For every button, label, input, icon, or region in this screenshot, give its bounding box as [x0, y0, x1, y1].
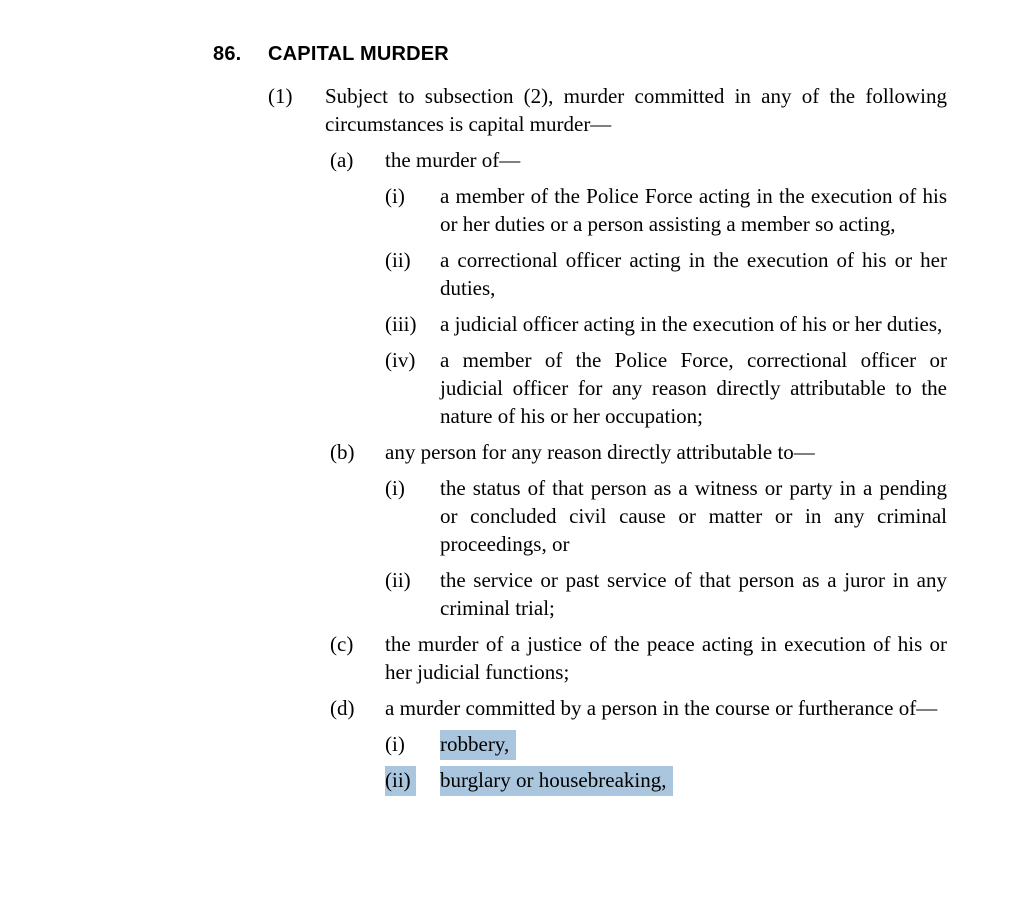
section-number: 86. — [213, 43, 242, 65]
section-heading — [213, 42, 947, 66]
subparagraph-label: (iii) — [385, 312, 417, 336]
subparagraph-a-ii — [213, 246, 947, 302]
paragraph-label: (d) — [330, 696, 355, 720]
paragraph-text: the murder of— — [385, 148, 521, 172]
subsection-label: (1) — [268, 84, 293, 108]
paragraph-label: (a) — [330, 148, 354, 172]
subsection-1 — [213, 82, 947, 138]
paragraph-b — [213, 438, 947, 466]
subparagraph-text: a correctional officer acting in the execution of his or her duties, — [440, 248, 947, 300]
subparagraph-label: (iv) — [385, 348, 416, 372]
paragraph-a — [213, 146, 947, 174]
paragraph-label: (c) — [330, 632, 354, 656]
paragraph-text: the murder of a justice of the peace acting in execution of his or her judicial functions; — [385, 632, 947, 684]
section-title: CAPITAL MURDER — [268, 43, 449, 65]
subparagraph-a-i — [213, 182, 947, 238]
paragraph-text: any person for any reason directly attributable to— — [385, 440, 815, 464]
selected-text[interactable]: (ii) — [385, 766, 416, 796]
subparagraph-d-i — [213, 730, 947, 758]
subparagraph-a-iv — [213, 346, 947, 430]
paragraph-label: (b) — [330, 440, 355, 464]
subparagraph-text: the status of that person as a witness or party in a pending or concluded civil cause or matter or in any criminal proceedings, or — [440, 476, 947, 556]
subparagraph-b-ii — [213, 566, 947, 622]
subsection-text: Subject to subsection (2), murder committed in any of the following circumstances is capital murder— — [325, 84, 947, 136]
subparagraph-label: (i) — [385, 184, 405, 208]
subparagraph-text — [440, 766, 947, 794]
subparagraph-label: (ii) — [385, 248, 411, 272]
subparagraph-text: a member of the Police Force acting in the execution of his or her duties or a person assisting a member so acting, — [440, 184, 947, 236]
paragraph-d — [213, 694, 947, 722]
subparagraph-text: the service or past service of that person as a juror in any criminal trial; — [440, 568, 947, 620]
subparagraph-b-i — [213, 474, 947, 558]
paragraph-text: a murder committed by a person in the course or furtherance of— — [385, 696, 938, 720]
subparagraph-text — [440, 730, 947, 758]
selected-text[interactable]: robbery, — [440, 730, 516, 760]
subparagraph-d-ii — [213, 766, 947, 794]
subparagraph-text: a judicial officer acting in the execution of his or her duties, — [440, 312, 943, 336]
paragraph-c — [213, 630, 947, 686]
subparagraph-text: a member of the Police Force, correctional officer or judicial officer for any reason directly attributable to the nature of his or her occupation; — [440, 348, 947, 428]
subparagraph-label: (i) — [385, 476, 405, 500]
selected-text[interactable]: burglary or housebreaking, — [440, 766, 673, 796]
subparagraph-label: (i) — [385, 732, 405, 756]
subparagraph-label: (ii) — [385, 568, 411, 592]
subparagraph-label — [385, 766, 440, 794]
subparagraph-a-iii — [213, 310, 947, 338]
